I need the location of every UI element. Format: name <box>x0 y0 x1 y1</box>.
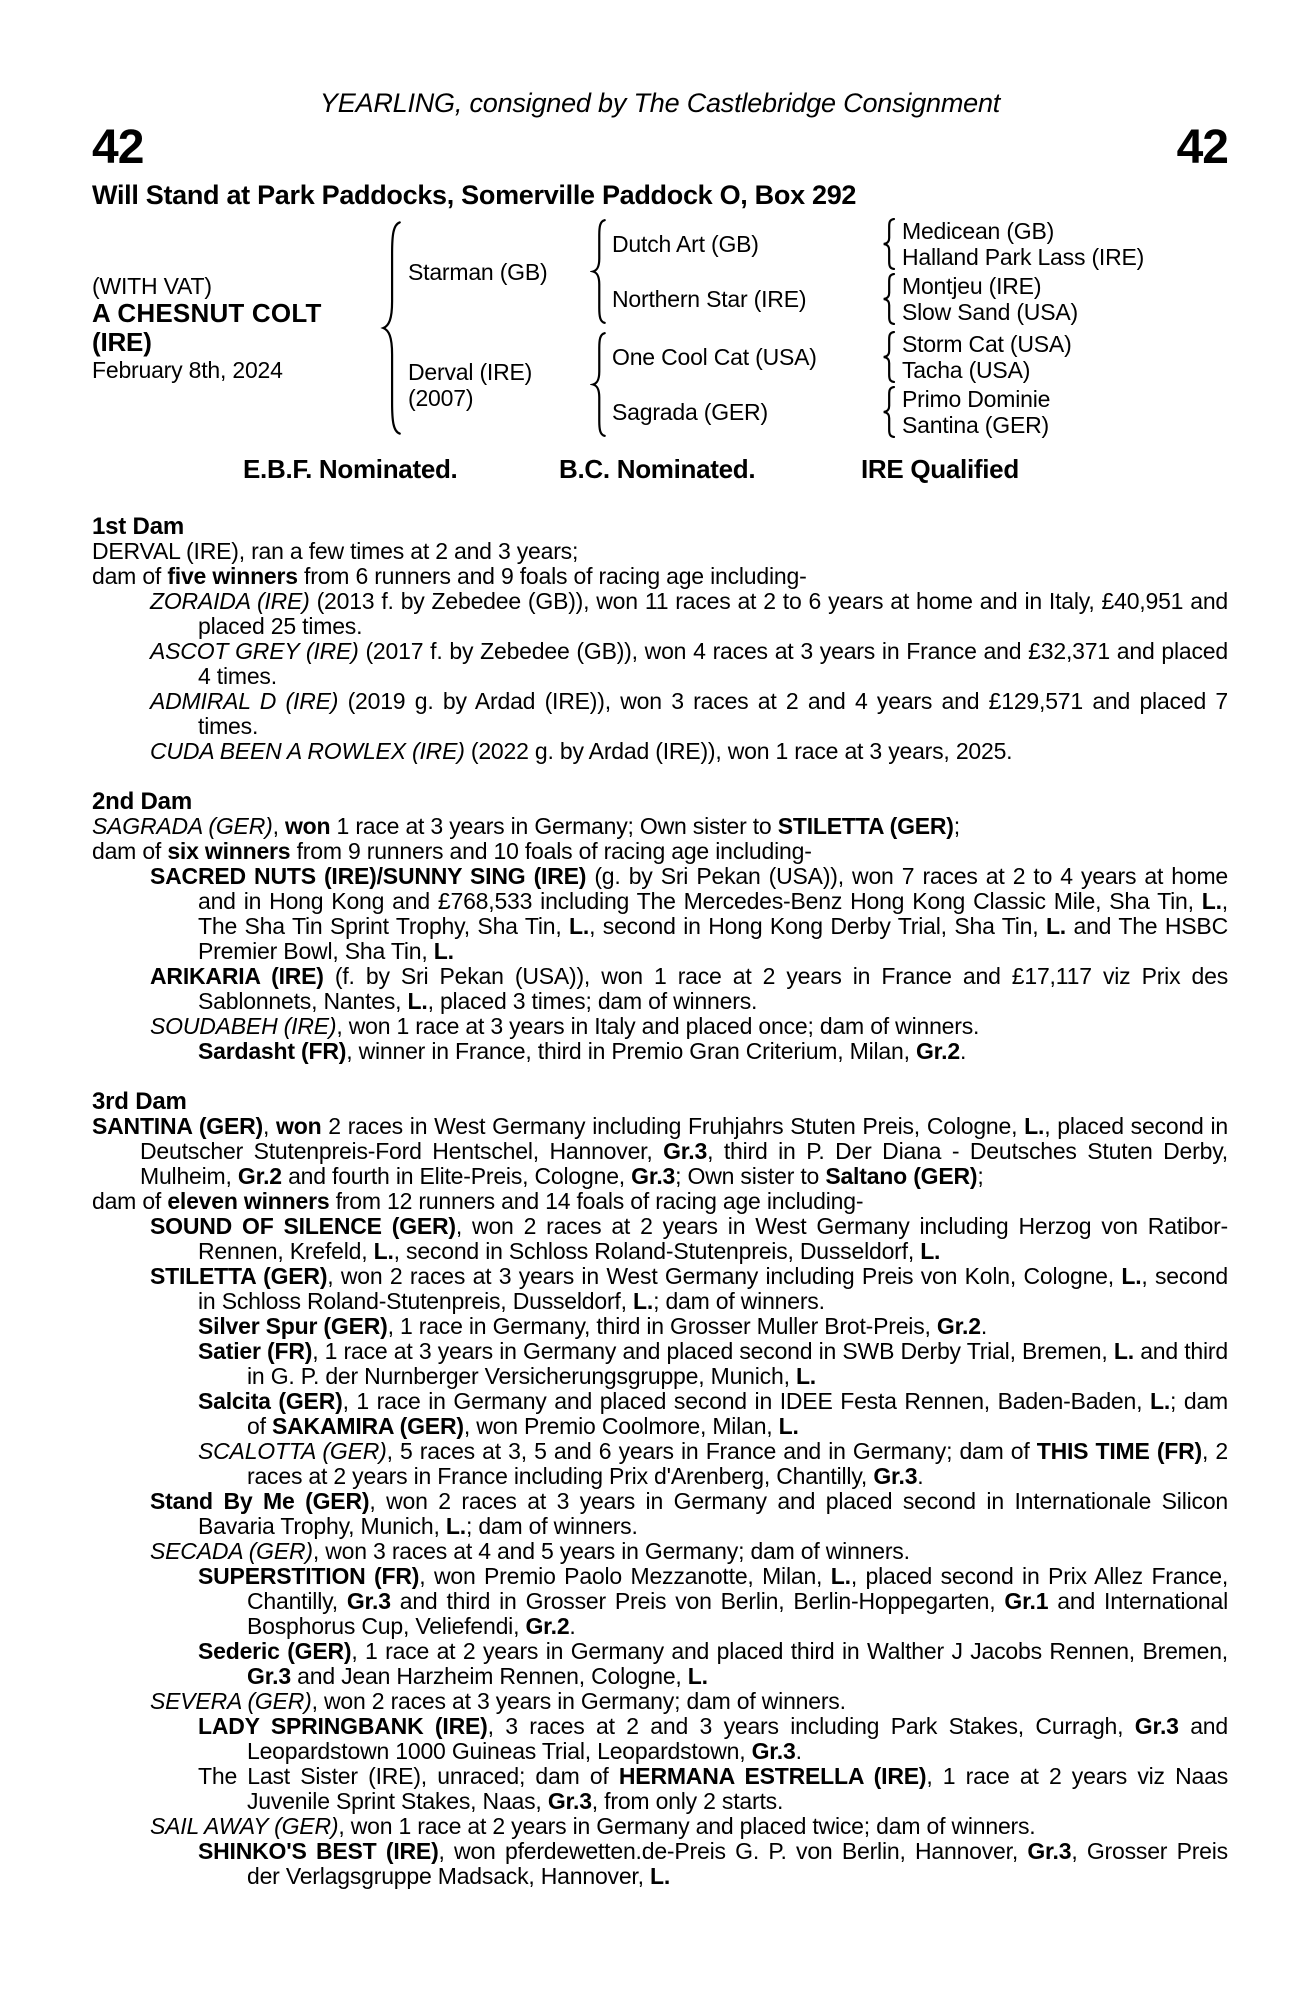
gen2-name: Sagrada (GER) <box>612 398 768 425</box>
text-segment: L. <box>650 1863 671 1889</box>
pedigree-details <box>92 514 1228 1889</box>
text-segment: CUDA BEEN A ROWLEX (IRE) <box>150 738 465 764</box>
text-segment: , 2 races at 2 years in France including Prix d'Arenberg, Chantilly, <box>247 1438 1228 1489</box>
pedigree-paragraph <box>150 1689 1228 1714</box>
dam-year: (2007) <box>408 384 474 411</box>
text-segment: won <box>284 813 331 839</box>
text-segment: ; dam of <box>247 1388 1229 1439</box>
text-segment: , 1 race in Germany and placed second in IDEE Festa Rennen, Baden-Baden, <box>342 1388 1150 1414</box>
text-segment: L. <box>1024 1113 1045 1139</box>
pedigree-paragraph <box>150 864 1228 964</box>
pedigree-paragraph <box>92 839 1228 864</box>
text-segment: Gr.2 <box>237 1163 282 1189</box>
text-segment: dam of <box>92 563 168 589</box>
text-segment: HERMANA ESTRELLA (IRE) <box>618 1763 927 1789</box>
text-segment: L. <box>1045 913 1066 939</box>
foal-date: February 8th, 2024 <box>92 356 283 383</box>
gen3-pair <box>902 331 1228 383</box>
text-segment: six winners <box>167 838 291 864</box>
text-segment: Gr.3 <box>547 1788 592 1814</box>
text-segment: (2013 f. by Zebedee (GB)), won 11 races at 2 to 6 years at home and in Italy, £40,951 and placed 25 times. <box>198 588 1229 639</box>
text-segment: L. <box>1201 888 1222 914</box>
text-segment: , won 1 race at 3 years in Italy and placed once; dam of winners. <box>336 1013 980 1039</box>
text-segment: , won 2 races at 3 years in West Germany including Preis von Koln, Cologne, <box>327 1263 1122 1289</box>
pedigree-generations <box>408 218 1228 438</box>
text-segment: DERVAL (IRE), ran a few times at 2 and 3 years; <box>92 538 579 564</box>
text-segment: . <box>569 1613 576 1639</box>
text-segment: from 9 runners and 10 foals of racing age including- <box>290 838 812 864</box>
text-segment: Sederic (GER) <box>198 1638 352 1664</box>
text-segment: Silver Spur (GER) <box>198 1313 388 1339</box>
text-segment: , Grosser Preis der Verlagsgruppe Madsack, Hannover, <box>247 1838 1228 1889</box>
text-segment: , <box>262 1113 277 1139</box>
text-segment: five winners <box>167 563 298 589</box>
text-segment: (2022 g. by Ardad (IRE)), won 1 race at 3 years, 2025. <box>464 738 1013 764</box>
dam-section <box>92 514 1228 764</box>
brace-gen3-icon <box>875 386 902 438</box>
text-segment: L. <box>795 1363 816 1389</box>
text-segment: Gr.3 <box>631 1163 676 1189</box>
pedigree-paragraph <box>92 814 1228 839</box>
pedigree-paragraph <box>198 1764 1228 1814</box>
text-segment: L. <box>373 1238 394 1264</box>
text-segment: SEVERA (GER) <box>150 1688 312 1714</box>
text-segment: , <box>272 813 285 839</box>
pedigree-quarter <box>612 273 1228 325</box>
text-segment: dam of <box>92 1188 168 1214</box>
dam-section-heading: 1st Dam <box>92 513 184 540</box>
text-segment: Gr.3 <box>1134 1713 1179 1739</box>
pedigree-paragraph <box>150 639 1228 689</box>
text-segment: , placed 3 times; dam of winners. <box>427 988 758 1014</box>
text-segment: L. <box>1149 1388 1171 1414</box>
gen2-name: Northern Star (IRE) <box>612 285 807 312</box>
text-segment: L. <box>778 1413 799 1439</box>
text-segment: ARIKARIA (IRE) <box>150 963 324 989</box>
text-segment: Gr.3 <box>751 1738 796 1764</box>
text-segment: , second in Schloss Roland-Stutenpreis, Dusseldorf, <box>393 1238 921 1264</box>
gen3-name: Tacha (USA) <box>902 357 1031 383</box>
pedigree-paragraph <box>92 539 1228 564</box>
brace-sire-icon <box>585 218 612 325</box>
horse-name: A CHESNUT COLT <box>92 297 322 328</box>
text-segment: and Leopardstown 1000 Guineas Trial, Leopardstown, <box>247 1713 1228 1764</box>
text-segment: Gr.2 <box>915 1038 960 1064</box>
text-segment: ADMIRAL D (IRE) <box>150 688 339 714</box>
brace-gen3-icon <box>875 218 902 270</box>
text-segment: L. <box>1121 1263 1142 1289</box>
text-segment: and The HSBC Premier Bowl, Sha Tin, <box>198 913 1228 964</box>
pedigree-paragraph <box>150 739 1228 764</box>
text-segment: L. <box>687 1663 708 1689</box>
text-segment: Sardasht (FR) <box>198 1038 347 1064</box>
text-segment: The Last Sister (IRE), unraced; dam of <box>198 1763 619 1789</box>
gen3-name: Medicean (GB) <box>902 218 1055 244</box>
text-segment: (f. by Sri Pekan (USA)), won 1 race at 2 years in France and £17,117 viz Prix des Sablonnets, Nantes, <box>198 963 1229 1014</box>
text-segment: SAGRADA (GER) <box>92 813 273 839</box>
text-segment: L. <box>920 1238 941 1264</box>
pedigree-paragraph <box>198 1714 1228 1764</box>
text-segment: SHINKO'S BEST (IRE) <box>198 1838 439 1864</box>
text-segment: SACRED NUTS (IRE)/SUNNY SING (IRE) <box>150 863 587 889</box>
pedigree-quarter <box>612 218 1228 270</box>
text-segment: SECADA (GER) <box>150 1538 313 1564</box>
vat-label: (WITH VAT) <box>92 272 212 299</box>
gen3-name: Storm Cat (USA) <box>902 331 1072 357</box>
text-segment: , 1 race at 2 years viz Naas Juvenile Sprint Stakes, Naas, <box>247 1763 1228 1814</box>
dam-name-text: Derval (IRE) <box>408 358 533 385</box>
gen2-name: Dutch Art (GB) <box>612 230 759 257</box>
dam-branch <box>408 331 1228 438</box>
text-segment: LADY SPRINGBANK (IRE) <box>198 1713 488 1739</box>
pedigree-paragraph <box>198 1564 1228 1639</box>
text-segment: and Jean Harzheim Rennen, Cologne, <box>290 1663 688 1689</box>
text-segment: SAIL AWAY (GER) <box>150 1813 339 1839</box>
text-segment: 1 race at 3 years in Germany; Own sister to <box>330 813 778 839</box>
text-segment: SOUND OF SILENCE (GER) <box>150 1213 456 1239</box>
text-segment: L. <box>569 913 590 939</box>
pedigree-paragraph <box>150 1214 1228 1264</box>
gen3-pair <box>902 386 1228 438</box>
text-segment: Gr.3 <box>346 1588 391 1614</box>
text-segment: L. <box>407 988 428 1014</box>
pedigree-paragraph <box>198 1314 1228 1339</box>
text-segment: ; <box>977 1163 984 1189</box>
gen3-name: Montjeu (IRE) <box>902 273 1042 299</box>
text-segment: and third in G. P. der Nurnberger Versicherungsgruppe, Munich, <box>247 1338 1228 1389</box>
text-segment: from 12 runners and 14 foals of racing age including- <box>329 1188 864 1214</box>
text-segment: (g. by Sri Pekan (USA)), won 7 races at 2 to 4 years at home and in Hong Kong and £768,533 including The Mercedes-Benz Hong Kong Classic Mile, Sha Tin, <box>198 863 1228 914</box>
lot-number-row <box>92 122 1228 174</box>
text-segment: , from only 2 starts. <box>591 1788 784 1814</box>
text-segment: , won pferdewetten.de-Preis G. P. von Berlin, Hannover, <box>438 1838 1028 1864</box>
text-segment: . <box>959 1038 967 1064</box>
text-segment: , won 3 races at 4 and 5 years in Germany; dam of winners. <box>312 1538 910 1564</box>
pedigree-tree <box>92 218 1228 438</box>
text-segment: STILETTA (GER) <box>150 1263 328 1289</box>
gen2-name: One Cool Cat (USA) <box>612 343 817 370</box>
text-segment: , won 2 races at 3 years in Germany and placed second in Internationale Silicon Bavaria Trophy, Munich, <box>198 1488 1228 1539</box>
horse-name-suffix: (IRE) <box>92 326 152 357</box>
brace-gen1-icon <box>373 218 408 438</box>
pedigree-paragraph <box>150 1814 1228 1839</box>
text-segment: , placed second in Prix Allez France, Chantilly, <box>247 1563 1229 1614</box>
text-segment: , second in Schloss Roland-Stutenpreis, Dusseldorf, <box>198 1263 1228 1314</box>
text-segment: , The Sha Tin Sprint Trophy, Sha Tin, <box>198 888 1228 939</box>
text-segment: L. <box>445 1513 466 1539</box>
text-segment: won <box>276 1113 322 1139</box>
text-segment: . <box>917 1463 924 1489</box>
nomination-ire: IRE Qualified <box>861 454 1019 484</box>
text-segment: Gr.1 <box>1004 1588 1049 1614</box>
text-segment: SCALOTTA (GER) <box>198 1438 387 1464</box>
dam-section-heading: 3rd Dam <box>92 1088 187 1115</box>
lot-number-left: 42 <box>92 121 144 174</box>
sire-name-text: Starman (GB) <box>408 258 548 285</box>
text-segment: Gr.3 <box>1027 1838 1072 1864</box>
pedigree-paragraph <box>198 1439 1228 1489</box>
pedigree-quarter <box>612 386 1228 438</box>
gen3-pair <box>902 218 1228 270</box>
text-segment: Gr.3 <box>663 1138 708 1164</box>
text-segment: Salcita (GER) <box>198 1388 343 1414</box>
text-segment: Gr.3 <box>247 1663 291 1689</box>
pedigree-paragraph <box>92 1189 1228 1214</box>
dam-section <box>92 789 1228 1064</box>
text-segment: Satier (FR) <box>198 1338 313 1364</box>
sire-branch <box>408 218 1228 325</box>
pedigree-paragraph <box>198 1339 1228 1389</box>
text-segment: Gr.2 <box>936 1313 981 1339</box>
text-segment: , won Premio Paolo Mezzanotte, Milan, <box>419 1563 831 1589</box>
pedigree-paragraph <box>198 1039 1228 1064</box>
dam-section-heading: 2nd Dam <box>92 788 192 815</box>
dam-section <box>92 1089 1228 1889</box>
pedigree-paragraph <box>150 1014 1228 1039</box>
text-segment: (2017 f. by Zebedee (GB)), won 4 races at 3 years in France and £32,371 and placed 4 times. <box>198 638 1228 689</box>
text-segment: SAKAMIRA (GER) <box>271 1413 464 1439</box>
text-segment: ASCOT GREY (IRE) <box>150 638 359 664</box>
gen3-pair <box>902 273 1228 325</box>
text-segment: Stand By Me (GER) <box>150 1488 370 1514</box>
text-segment: from 6 runners and 9 foals of racing age including- <box>297 563 807 589</box>
brace-gen3-icon <box>875 331 902 383</box>
brace-dam-icon <box>585 331 612 438</box>
text-segment: ; Own sister to <box>675 1163 826 1189</box>
brace-gen3-icon <box>875 273 902 325</box>
text-segment: and International Bosphorus Cup, Veliefendi, <box>247 1588 1229 1639</box>
text-segment: STILETTA (GER) <box>777 813 954 839</box>
text-segment: , won Premio Coolmore, Milan, <box>463 1413 779 1439</box>
text-segment: L. <box>433 938 454 964</box>
text-segment: , won 2 races at 3 years in Germany; dam of winners. <box>311 1688 846 1714</box>
text-segment: THIS TIME (FR) <box>1036 1438 1203 1464</box>
text-segment: , 1 race in Germany, third in Grosser Muller Brot-Preis, <box>387 1313 937 1339</box>
pedigree-paragraph <box>92 1114 1228 1189</box>
text-segment: ; dam of winners. <box>465 1513 638 1539</box>
pedigree-paragraph <box>150 1539 1228 1564</box>
text-segment: SANTINA (GER) <box>92 1113 263 1139</box>
text-segment: SUPERSTITION (FR) <box>198 1563 420 1589</box>
colt-info-block <box>92 218 373 438</box>
pedigree-paragraph <box>198 1389 1228 1439</box>
text-segment: , 1 race at 3 years in Germany and placed second in SWB Derby Trial, Bremen, <box>312 1338 1114 1364</box>
text-segment: eleven winners <box>167 1188 330 1214</box>
text-segment: . <box>980 1313 988 1339</box>
text-segment: ; dam of winners. <box>653 1288 825 1314</box>
text-segment: , won 2 races at 2 years in West Germany including Herzog von Ratibor-Rennen, Krefeld, <box>198 1213 1228 1264</box>
text-segment: , winner in France, third in Premio Gran Criterium, Milan, <box>346 1038 916 1064</box>
text-segment: Gr.3 <box>873 1463 918 1489</box>
gen3-name: Primo Dominie <box>902 386 1051 412</box>
text-segment: dam of <box>92 838 168 864</box>
sire-grandparents <box>612 218 1228 325</box>
dam-grandparents <box>612 331 1228 438</box>
pedigree-quarter <box>612 331 1228 383</box>
text-segment: , third in P. Der Diana - Deutsches Stuten Derby, Mulheim, <box>140 1138 1228 1189</box>
lot-number-right: 42 <box>1176 121 1228 174</box>
pedigree-paragraph <box>150 589 1228 639</box>
text-segment: L. <box>1113 1338 1134 1364</box>
text-segment: SOUDABEH (IRE) <box>150 1013 337 1039</box>
text-segment: ; <box>953 813 960 839</box>
pedigree-paragraph <box>150 964 1228 1014</box>
sire-name <box>408 218 585 325</box>
text-segment: (2019 g. by Ardad (IRE)), won 3 races at 2 and 4 years and £129,571 and placed 7 times. <box>198 688 1228 739</box>
pedigree-paragraph <box>150 689 1228 739</box>
nominations-row <box>92 454 1228 484</box>
text-segment: , placed second in Deutscher Stutenpreis-Ford Hentschel, Hannover, <box>140 1113 1228 1164</box>
text-segment: and third in Grosser Preis von Berlin, Berlin-Hoppegarten, <box>390 1588 1005 1614</box>
pedigree-paragraph <box>150 1489 1228 1539</box>
pedigree-paragraph <box>92 564 1228 589</box>
consignment-title: YEARLING, consigned by The Castlebridge Consignment <box>319 88 1001 118</box>
nomination-bc: B.C. Nominated. <box>559 454 756 484</box>
text-segment: ZORAIDA (IRE) <box>150 588 310 614</box>
pedigree-paragraph <box>150 1264 1228 1314</box>
text-segment: . <box>795 1738 802 1764</box>
text-segment: , 5 races at 3, 5 and 6 years in France and in Germany; dam of <box>386 1438 1037 1464</box>
text-segment: , won 1 race at 2 years in Germany and placed twice; dam of winners. <box>338 1813 1036 1839</box>
text-segment: L. <box>633 1288 654 1314</box>
text-segment: and fourth in Elite-Preis, Cologne, <box>281 1163 632 1189</box>
gen3-name: Halland Park Lass (IRE) <box>902 244 1145 270</box>
pedigree-paragraph <box>198 1639 1228 1689</box>
stand-location-line: Will Stand at Park Paddocks, Somerville Paddock O, Box 292 <box>92 180 857 210</box>
text-segment: , 3 races at 2 and 3 years including Park Stakes, Curragh, <box>487 1713 1135 1739</box>
text-segment: Gr.2 <box>525 1613 570 1639</box>
dam-name <box>408 331 585 438</box>
text-segment: Saltano (GER) <box>825 1163 978 1189</box>
nomination-ebf: E.B.F. Nominated. <box>243 454 458 484</box>
text-segment: L. <box>830 1563 851 1589</box>
text-segment: , second in Hong Kong Derby Trial, Sha Tin, <box>589 913 1046 939</box>
text-segment: 2 races in West Germany including Fruhjahrs Stuten Preis, Cologne, <box>321 1113 1025 1139</box>
gen3-name: Slow Sand (USA) <box>902 299 1078 325</box>
pedigree-paragraph <box>198 1839 1228 1889</box>
gen3-name: Santina (GER) <box>902 412 1049 438</box>
text-segment: , 1 race at 2 years in Germany and placed third in Walther J Jacobs Rennen, Bremen, <box>351 1638 1228 1664</box>
